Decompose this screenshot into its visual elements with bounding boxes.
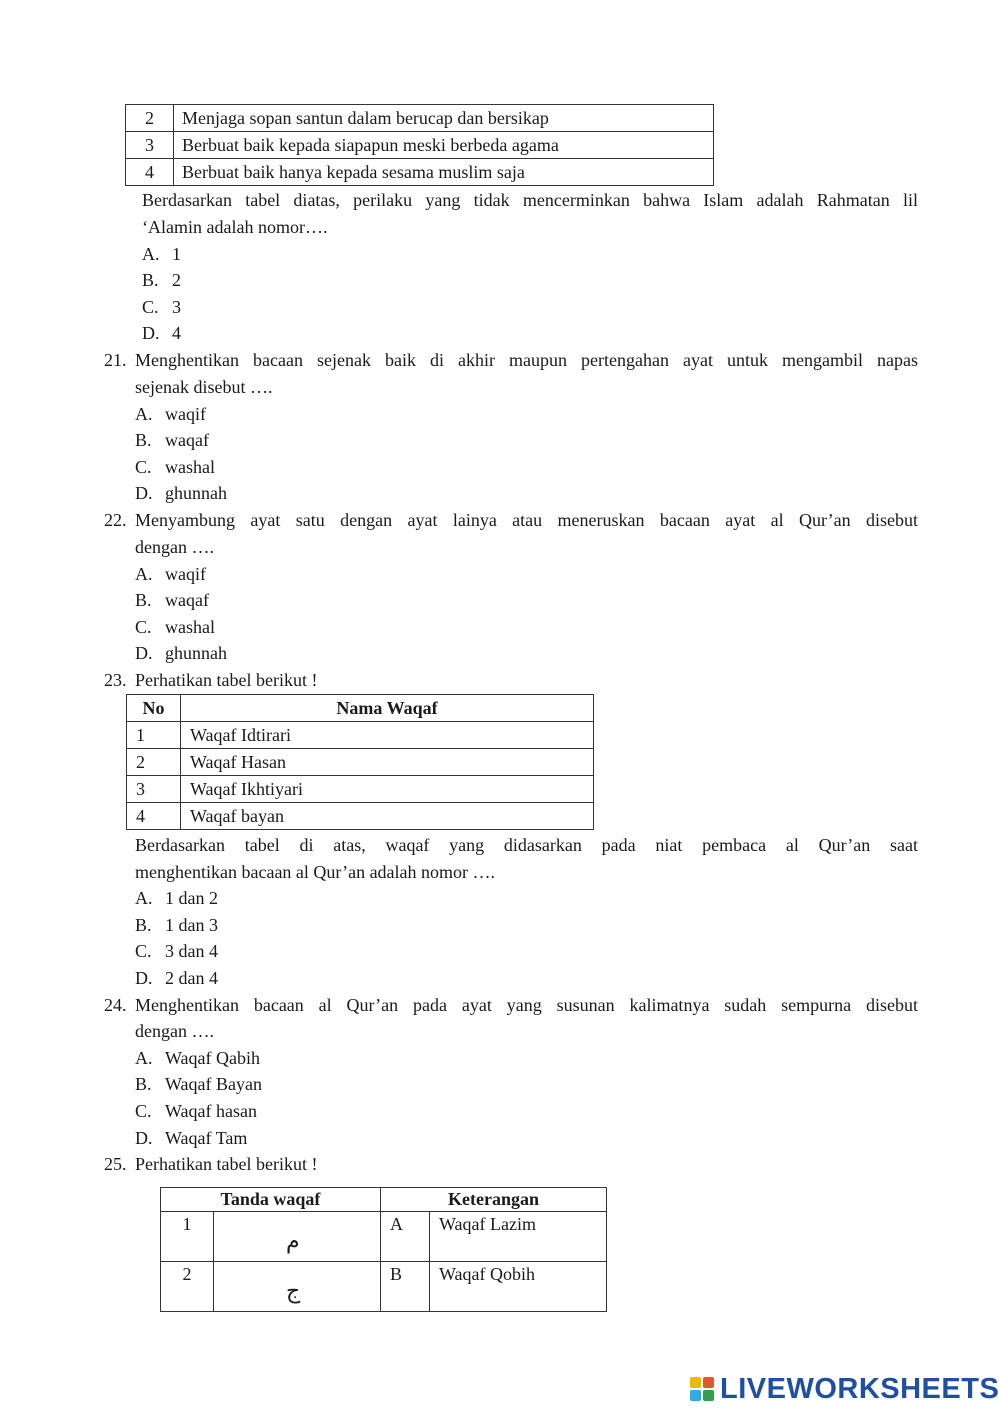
q21-option-b[interactable]	[135, 429, 209, 451]
table-row	[127, 803, 594, 830]
option-text: 1 dan 2	[165, 888, 218, 908]
table-cell-text: Waqaf Idtirari	[181, 722, 594, 749]
table-cell-text: Waqaf Hasan	[181, 749, 594, 776]
logo-square	[703, 1390, 714, 1401]
table-header-sign: Tanda waqaf	[161, 1188, 381, 1212]
option-text: washal	[165, 617, 215, 637]
option-letter: A.	[135, 564, 153, 584]
option-text: waqaf	[165, 590, 209, 610]
q20-stem-line1: Berdasarkan tabel diatas, perilaku yang tidak mencerminkan bahwa Islam adalah Rahmatan lil	[142, 190, 918, 210]
q22-number: 22.	[104, 510, 127, 530]
table-cell-text: Waqaf Ikhtiyari	[181, 776, 594, 803]
option-letter: A.	[135, 1048, 153, 1068]
waqaf-sign-jim: ج	[286, 1279, 301, 1304]
q25-number: 25.	[104, 1154, 127, 1174]
q20-option-d[interactable]	[142, 322, 181, 344]
table-cell-letter: B	[381, 1262, 430, 1312]
table-row	[126, 159, 714, 186]
q23-stem-line2: menghentikan bacaan al Qur’an adalah nomor ….	[135, 862, 496, 882]
q21-option-d[interactable]	[135, 482, 227, 504]
table-cell-text: Berbuat baik hanya kepada sesama muslim saja	[174, 159, 714, 186]
option-text: ghunnah	[165, 483, 227, 503]
option-letter: C.	[135, 941, 152, 961]
option-letter: C.	[142, 297, 159, 317]
q21-stem-line2: sejenak disebut ….	[135, 377, 273, 397]
option-text: waqif	[165, 564, 206, 584]
q23-option-c[interactable]	[135, 940, 218, 962]
q22-option-b[interactable]	[135, 589, 209, 611]
option-text: 1 dan 3	[165, 915, 218, 935]
table-header-no: No	[127, 695, 181, 722]
option-letter: D.	[142, 323, 160, 343]
option-text: 4	[172, 323, 181, 343]
liveworksheets-logo	[690, 1372, 999, 1406]
logo-square	[703, 1377, 714, 1388]
table-cell-desc: Waqaf Lazim	[430, 1212, 607, 1262]
q22-option-c[interactable]	[135, 616, 215, 638]
table-cell-sign	[214, 1262, 381, 1312]
q24-stem-line1: Menghentikan bacaan al Qur’an pada ayat yang susunan kalimatnya sudah sempurna disebut	[135, 995, 918, 1015]
table-header-row	[161, 1188, 607, 1212]
option-letter: C.	[135, 1101, 152, 1121]
logo-square	[690, 1390, 701, 1401]
option-letter: B.	[135, 1074, 152, 1094]
q24-option-b[interactable]	[135, 1073, 262, 1095]
option-text: 2 dan 4	[165, 968, 218, 988]
q25-table	[160, 1187, 607, 1312]
table-cell-number: 3	[126, 132, 174, 159]
q20-option-c[interactable]	[142, 296, 181, 318]
q21-option-c[interactable]	[135, 456, 215, 478]
option-letter: B.	[142, 270, 159, 290]
option-text: waqaf	[165, 430, 209, 450]
table-cell-number: 1	[127, 722, 181, 749]
option-text: Waqaf Bayan	[165, 1074, 263, 1094]
q22-option-d[interactable]	[135, 642, 227, 664]
q24-option-a[interactable]	[135, 1047, 260, 1069]
table-row	[161, 1212, 607, 1262]
option-text: Waqaf Qabih	[165, 1048, 261, 1068]
option-letter: B.	[135, 915, 152, 935]
q25-intro: Perhatikan tabel berikut !	[135, 1154, 318, 1174]
option-text: 1	[172, 244, 181, 264]
option-letter: A.	[142, 244, 160, 264]
q23-option-a[interactable]	[135, 887, 218, 909]
q24-stem-line2: dengan ….	[135, 1021, 214, 1041]
logo-square	[690, 1377, 701, 1388]
table-cell-letter: A	[381, 1212, 430, 1262]
table-header-name: Nama Waqaf	[181, 695, 594, 722]
q21-stem-line1: Menghentikan bacaan sejenak baik di akhir maupun pertengahan ayat untuk mengambil napas	[135, 350, 918, 370]
table-cell-number: 2	[161, 1262, 214, 1312]
option-text: waqif	[165, 404, 206, 424]
table-cell-desc: Waqaf Qobih	[430, 1262, 607, 1312]
table-cell-number: 1	[161, 1212, 214, 1262]
table-header-row	[127, 695, 594, 722]
waqaf-sign-mim: م	[286, 1229, 300, 1254]
table-cell-number: 3	[127, 776, 181, 803]
option-letter: B.	[135, 430, 152, 450]
option-text: washal	[165, 457, 215, 477]
option-text: Waqaf hasan	[165, 1101, 258, 1121]
table-row	[126, 105, 714, 132]
table-cell-number: 4	[127, 803, 181, 830]
option-letter: A.	[135, 888, 153, 908]
q20-option-b[interactable]	[142, 269, 181, 291]
table-row	[126, 132, 714, 159]
q23-number: 23.	[104, 670, 127, 690]
table-cell-text: Menjaga sopan santun dalam berucap dan bersikap	[174, 105, 714, 132]
table-cell-number: 2	[126, 105, 174, 132]
table-cell-number: 4	[126, 159, 174, 186]
option-text: 2	[172, 270, 181, 290]
q20-stem-line2: ‘Alamin adalah nomor….	[142, 217, 328, 237]
q23-option-d[interactable]	[135, 967, 218, 989]
table-header-desc: Keterangan	[381, 1188, 607, 1212]
q23-option-b[interactable]	[135, 914, 218, 936]
option-letter: D.	[135, 643, 153, 663]
option-letter: D.	[135, 968, 153, 988]
option-text: 3	[172, 297, 181, 317]
option-letter: D.	[135, 1128, 153, 1148]
q22-stem-line2: dengan ….	[135, 537, 214, 557]
option-letter: B.	[135, 590, 152, 610]
q24-number: 24.	[104, 995, 127, 1015]
q22-option-a[interactable]	[135, 563, 206, 585]
option-text: Waqaf Tam	[165, 1128, 248, 1148]
q24-option-d[interactable]	[135, 1127, 247, 1149]
table-row	[127, 722, 594, 749]
table-row	[127, 776, 594, 803]
table-row	[161, 1262, 607, 1312]
option-text: 3 dan 4	[165, 941, 218, 961]
q21-number: 21.	[104, 350, 127, 370]
option-text: ghunnah	[165, 643, 227, 663]
q22-stem-line1: Menyambung ayat satu dengan ayat lainya atau meneruskan bacaan ayat al Qur’an disebut	[135, 510, 918, 530]
q20-option-a[interactable]	[142, 243, 181, 265]
option-letter: A.	[135, 404, 153, 424]
option-letter: C.	[135, 457, 152, 477]
table-row	[127, 749, 594, 776]
q21-option-a[interactable]	[135, 403, 206, 425]
q23-intro: Perhatikan tabel berikut !	[135, 670, 318, 690]
option-letter: C.	[135, 617, 152, 637]
table-cell-number: 2	[127, 749, 181, 776]
option-letter: D.	[135, 483, 153, 503]
q23-stem-line1: Berdasarkan tabel di atas, waqaf yang didasarkan pada niat pembaca al Qur’an saat	[135, 835, 918, 855]
q23-table	[126, 694, 594, 830]
table-cell-text: Waqaf bayan	[181, 803, 594, 830]
table-cell-sign	[214, 1212, 381, 1262]
q20-table	[125, 104, 714, 186]
logo-text: LIVEWORKSHEETS	[720, 1372, 999, 1405]
logo-squares-icon	[690, 1377, 714, 1401]
table-cell-text: Berbuat baik kepada siapapun meski berbeda agama	[174, 132, 714, 159]
q24-option-c[interactable]	[135, 1100, 257, 1122]
